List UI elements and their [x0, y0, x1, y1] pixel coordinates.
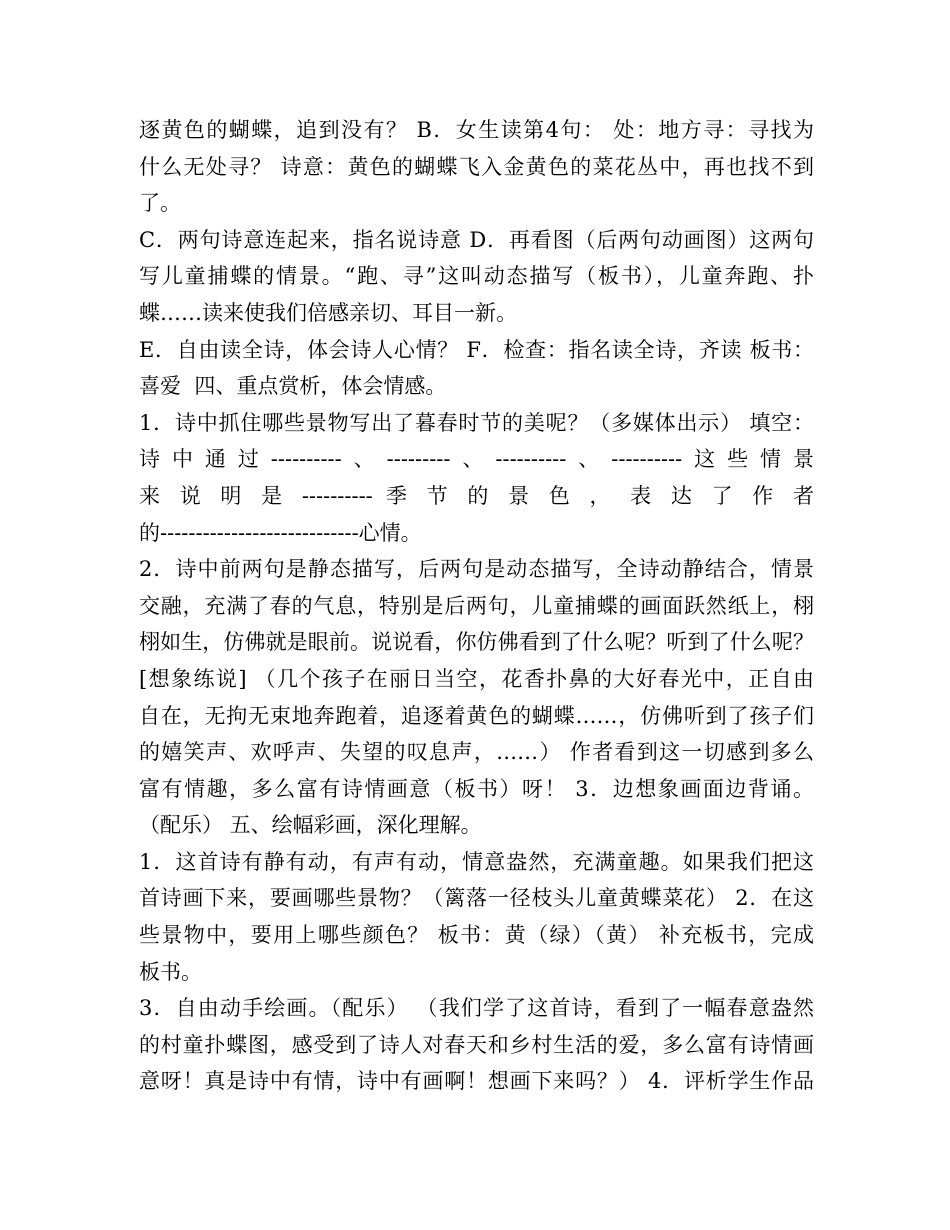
- text-line: 喜爱 四、重点赏析，体会情感。: [139, 374, 447, 399]
- text-line: 的嬉笑声、欢呼声、失望的叹息声，……） 作者看到这一切感到多么: [139, 740, 814, 765]
- text-line: 什么无处寻？ 诗意：黄色的蝴蝶飞入金黄色的菜花丛中，再也找不到: [139, 154, 814, 179]
- text-line: 栩如生，仿佛就是眼前。说说看，你仿佛看到了什么呢？听到了什么呢？: [139, 630, 814, 655]
- text-line: 了。: [139, 191, 181, 216]
- text-line: 自在，无拘无束地奔跑着，追逐着黄色的蝴蝶……，仿佛听到了孩子们: [139, 703, 814, 728]
- text-line: 的----------------------------心情。: [139, 520, 422, 545]
- text-line: 的村童扑蝶图，感受到了诗人对春天和乡村生活的爱，多么富有诗情画: [139, 1032, 814, 1057]
- text-line: 蝶……读来使我们倍感亲切、耳目一新。: [139, 300, 517, 325]
- text-line: 1．诗中抓住哪些景物写出了暮春时节的美呢？（多媒体出示） 填空：: [139, 410, 814, 435]
- text-line: 诗中通过----------、---------、----------、----------这些情景: [139, 447, 814, 472]
- text-line: 意呀！真是诗中有情，诗中有画啊！想画下来吗？） 4．评析学生作品: [139, 1069, 814, 1094]
- text-line: E．自由读全诗，体会诗人心情？ F．检查：指名读全诗，齐读 板书：: [139, 337, 814, 362]
- text-line: 1．这首诗有静有动，有声有动，情意盎然，充满童趣。如果我们把这: [139, 849, 814, 874]
- text-line: 逐黄色的蝴蝶，追到没有？ B．女生读第4句： 处：地方寻：寻找为: [139, 118, 814, 142]
- text-line: 板书。: [139, 959, 202, 984]
- text-line: 来 说 明 是 ---------- 季 节 的 景 色 ， 表 达 了 作 者: [139, 483, 814, 508]
- text-line: 首诗画下来，要画哪些景物？（篱落一径枝头儿童黄蝶菜花） 2．在这: [139, 886, 814, 911]
- text-line: 写儿童捕蝶的情景。“跑、寻”这叫动态描写（板书），儿童奔跑、扑: [139, 264, 814, 289]
- body-text: [139, 112, 814, 1100]
- text-line: 3．自由动手绘画。（配乐） （我们学了这首诗，看到了一幅春意盎然: [139, 996, 814, 1021]
- text-line: 些景物中，要用上哪些颜色？ 板书：黄（绿）（黄） 补充板书，完成: [139, 923, 814, 948]
- text-line: 富有情趣，多么富有诗情画意（板书）呀！ 3．边想象画面边背诵。: [139, 776, 814, 801]
- text-line: [想象练说] （几个孩子在丽日当空，花香扑鼻的大好春光中，正自由: [139, 666, 814, 691]
- text-line: 2．诗中前两句是静态描写，后两句是动态描写，全诗动静结合，情景: [139, 557, 814, 582]
- text-line: （配乐） 五、绘幅彩画，深化理解。: [139, 813, 482, 838]
- text-line: C．两句诗意连起来，指名说诗意 D．再看图（后两句动画图）这两句: [139, 227, 814, 252]
- text-line: 交融，充满了春的气息，特别是后两句，儿童捕蝶的画面跃然纸上，栩: [139, 593, 814, 618]
